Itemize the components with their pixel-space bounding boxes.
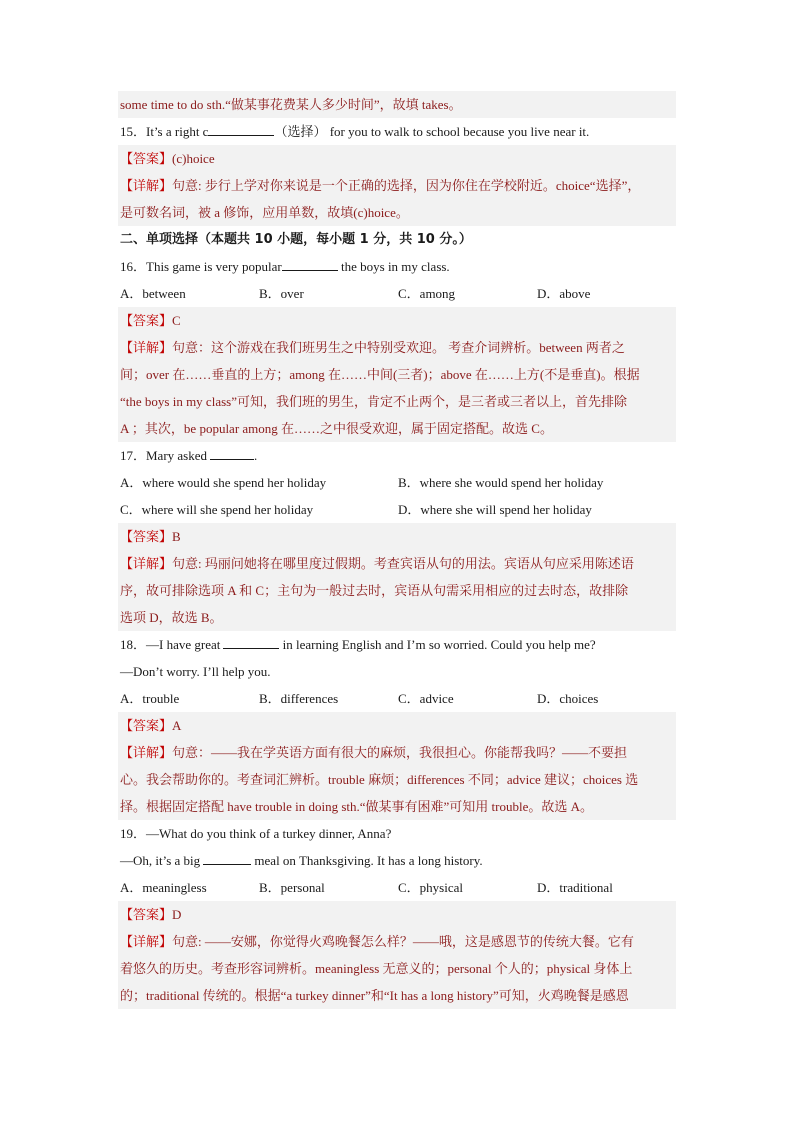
question-18-reply: —Don’t worry. I’ll help you. bbox=[120, 664, 271, 679]
explanation-19-line-1 bbox=[118, 928, 676, 955]
explanation-18-line-1 bbox=[118, 739, 676, 766]
answer-tag: 【答案】 bbox=[120, 907, 173, 922]
explain-tag: 【详解】 bbox=[120, 556, 173, 571]
question-18-options bbox=[118, 685, 676, 712]
explanation-19-line-3: 的；traditional 传统的。根据“a turkey dinner”和“It has a long history”可知，火鸡晚餐是感恩 bbox=[120, 988, 629, 1003]
option-c[interactable]: C．where will she spend her holiday bbox=[120, 502, 314, 517]
option-d[interactable]: D．choices bbox=[537, 691, 599, 706]
option-b[interactable]: B．over bbox=[259, 286, 304, 301]
option-a[interactable]: A．where would she spend her holiday bbox=[120, 475, 327, 490]
question-15-text-b: （选择） for you to walk to school because you live near it. bbox=[274, 124, 590, 139]
answer-blank bbox=[208, 121, 274, 136]
answer-17 bbox=[118, 523, 676, 550]
question-16-options bbox=[118, 280, 676, 307]
explain-tag: 【详解】 bbox=[120, 178, 173, 193]
answer-blank bbox=[203, 850, 251, 865]
explanation-18-line-3: 择。根据固定搭配 have trouble in doing sth.“做某事有困难”可知用 trouble。故选 A。 bbox=[120, 799, 594, 814]
explanation-17-line-3: 选项 D，故选 B。 bbox=[120, 610, 223, 625]
explanation-16-line-3: “the boys in my class”可知，我们班的男生，肯定不止两个，是三者或三者以上，首先排除 bbox=[120, 394, 627, 409]
question-16-text-a: 16．This game is very popular bbox=[120, 259, 282, 274]
question-17-text-b: . bbox=[254, 448, 258, 463]
explanation-15-line-2: 是可数名词，被 a 修饰，应用单数，故填(c)hoice。 bbox=[120, 205, 409, 220]
question-19-text-b: meal on Thanksgiving. It has a long history. bbox=[251, 853, 483, 868]
question-17 bbox=[118, 442, 676, 469]
question-19: 19．—What do you think of a turkey dinner, Anna? bbox=[120, 826, 392, 841]
option-c[interactable]: C．physical bbox=[398, 880, 463, 895]
page-content bbox=[118, 91, 676, 1009]
question-16 bbox=[118, 253, 676, 280]
answer-value: C bbox=[172, 313, 181, 328]
answer-blank bbox=[282, 256, 338, 271]
answer-tag: 【答案】 bbox=[120, 313, 173, 328]
answer-tag: 【答案】 bbox=[120, 529, 173, 544]
explanation-text: 句意: 步行上学对你来说是一个正确的选择，因为你住在学校附近。choice“选择”， bbox=[172, 178, 641, 193]
explain-tag: 【详解】 bbox=[120, 340, 173, 355]
answer-16 bbox=[118, 307, 676, 334]
question-18-text-b: in learning English and I’m so worried. Could you help me? bbox=[279, 637, 596, 652]
answer-tag: 【答案】 bbox=[120, 718, 173, 733]
option-a[interactable]: A．meaningless bbox=[120, 880, 207, 895]
explain-tag: 【详解】 bbox=[120, 934, 173, 949]
option-b[interactable]: B．personal bbox=[259, 880, 325, 895]
answer-15 bbox=[118, 145, 676, 172]
explanation-15-line-1 bbox=[118, 172, 676, 199]
answer-blank bbox=[210, 445, 254, 460]
explanation-16-line-2: 间；over 在……垂直的上方；among 在……中间(三者)；above 在……上方(不是垂直)。根据 bbox=[120, 367, 640, 382]
question-18 bbox=[118, 631, 676, 658]
explanation-17-line-1 bbox=[118, 550, 676, 577]
answer-blank bbox=[223, 634, 279, 649]
answer-18 bbox=[118, 712, 676, 739]
option-d[interactable]: D．where she will spend her holiday bbox=[398, 502, 592, 517]
explanation-17-line-2: 序，故可排除选项 A 和 C；主句为一般过去时，宾语从句需采用相应的过去时态，故排除 bbox=[120, 583, 629, 598]
question-15-text-a: 15．It’s a right c bbox=[120, 124, 209, 139]
question-17-text-a: 17．Mary asked bbox=[120, 448, 208, 463]
answer-box-17 bbox=[118, 523, 676, 631]
question-19-text-a: —Oh, it’s a big bbox=[120, 853, 201, 868]
explanation-19-line-2: 着悠久的历史。考查形容词辨析。meaningless 无意义的；personal 个人的；physical 身体上 bbox=[120, 961, 633, 976]
option-a[interactable]: A．between bbox=[120, 286, 186, 301]
explanation-18-line-2: 心。我会帮助你的。考查词汇辨析。trouble 麻烦；differences 不同；advice 建议；choices 选 bbox=[120, 772, 639, 787]
answer-value: A bbox=[172, 718, 182, 733]
explanation-16-line-4: A ；其次，be popular among 在……之中很受欢迎，属于固定搭配。故选 C。 bbox=[120, 421, 553, 436]
explanation-text: 句意: 玛丽问她将在哪里度过假期。考查宾语从句的用法。宾语从句应采用陈述语 bbox=[172, 556, 634, 571]
option-c[interactable]: C．among bbox=[398, 286, 456, 301]
explain-tag: 【详解】 bbox=[120, 745, 173, 760]
option-c[interactable]: C．advice bbox=[398, 691, 454, 706]
question-16-text-b: the boys in my class. bbox=[337, 259, 450, 274]
answer-box-16 bbox=[118, 307, 676, 442]
section-heading: 二、单项选择（本题共 10 小题，每小题 1 分，共 10 分。） bbox=[120, 232, 472, 247]
answer-box-19 bbox=[118, 901, 676, 1009]
option-b[interactable]: B．where she would spend her holiday bbox=[398, 475, 604, 490]
question-17-options-row-1 bbox=[118, 469, 676, 496]
option-b[interactable]: B．differences bbox=[259, 691, 339, 706]
question-18-text-a: 18．—I have great bbox=[120, 637, 221, 652]
explanation-16-line-1 bbox=[118, 334, 676, 361]
answer-value: D bbox=[172, 907, 182, 922]
explanation-text: 句意：——我在学英语方面有很大的麻烦，我很担心。你能帮我吗？——不要担 bbox=[172, 745, 628, 760]
answer-value: (c)hoice bbox=[172, 151, 215, 166]
answer-value: B bbox=[172, 529, 181, 544]
option-d[interactable]: D．above bbox=[537, 286, 591, 301]
explanation-box-14 bbox=[118, 91, 676, 118]
question-19-reply bbox=[118, 847, 676, 874]
answer-tag: 【答案】 bbox=[120, 151, 173, 166]
explanation-text: 句意：这个游戏在我们班男生之中特别受欢迎。 考查介词辨析。between 两者之 bbox=[172, 340, 625, 355]
question-17-options-row-2 bbox=[118, 496, 676, 523]
option-d[interactable]: D．traditional bbox=[537, 880, 613, 895]
question-19-options bbox=[118, 874, 676, 901]
question-15 bbox=[118, 118, 676, 145]
option-a[interactable]: A．trouble bbox=[120, 691, 180, 706]
explanation-14-tail: some time to do sth.“做某事花费某人多少时间”，故填 takes。 bbox=[120, 97, 462, 112]
answer-box-18 bbox=[118, 712, 676, 820]
answer-box-15 bbox=[118, 145, 676, 226]
explanation-text: 句意: ——安娜，你觉得火鸡晚餐怎么样？——哦，这是感恩节的传统大餐。它有 bbox=[172, 934, 634, 949]
answer-19 bbox=[118, 901, 676, 928]
